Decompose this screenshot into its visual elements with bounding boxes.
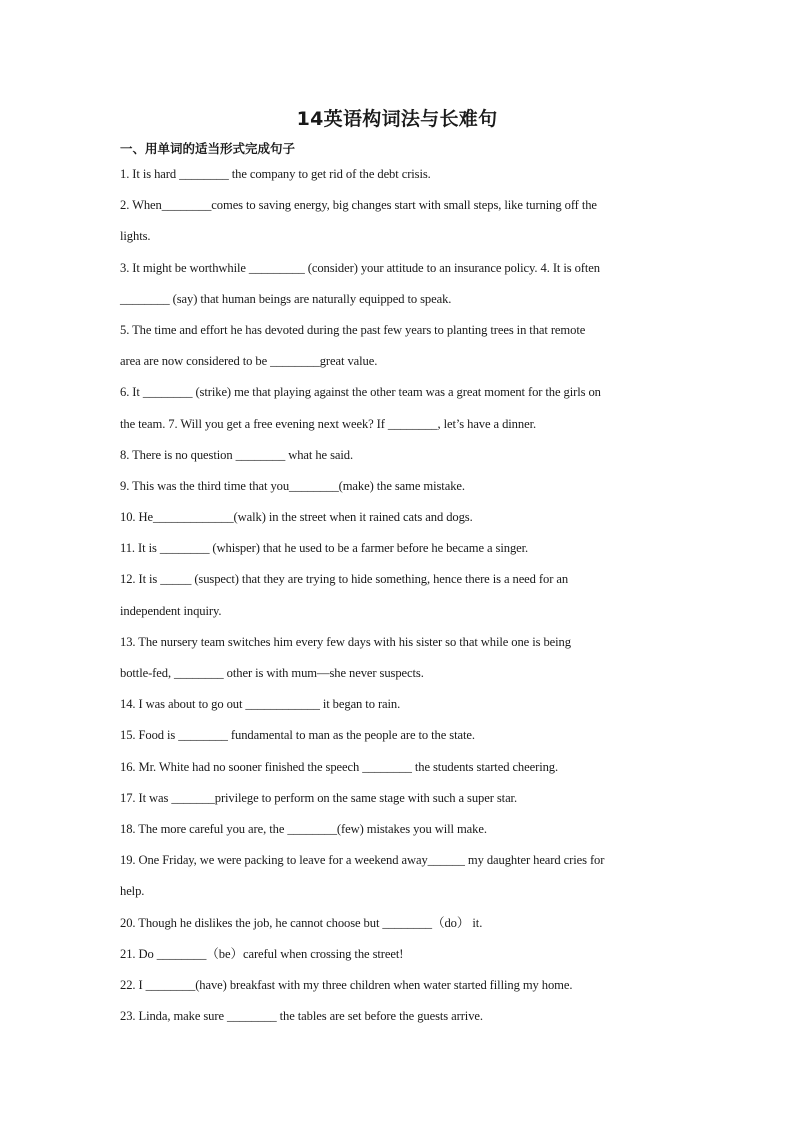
- text-line: 22. I ________(have) breakfast with my three children when water started filling my home.: [120, 977, 573, 992]
- text-line: 20. Though he dislikes the job, he cannot choose but ________（do） it.: [120, 915, 483, 930]
- question-list: [120, 163, 680, 1036]
- text-line: 2. When________comes to saving energy, big changes start with small steps, like turning off the: [120, 198, 597, 213]
- text-line: lights.: [120, 229, 151, 244]
- text-line: 19. One Friday, we were packing to leave for a weekend away______ my daughter heard cries for: [120, 853, 605, 868]
- text-line: 10. He_____________(walk) in the street when it rained cats and dogs.: [120, 510, 473, 525]
- text-line: 21. Do ________（be）careful when crossing the street!: [120, 946, 404, 961]
- text-line: ________ (say) that human beings are naturally equipped to speak.: [120, 291, 452, 306]
- text-line: the team. 7. Will you get a free evening next week? If ________, let’s have a dinner.: [120, 416, 537, 431]
- text-line: bottle-fed, ________ other is with mum—she never suspects.: [120, 666, 424, 680]
- section-heading: 一、用单词的适当形式完成句子: [120, 141, 296, 156]
- text-line: 23. Linda, make sure ________ the tables are set before the guests arrive.: [120, 1009, 483, 1024]
- text-line: 16. Mr. White had no sooner finished the speech ________ the students started cheering.: [120, 759, 559, 774]
- text-line: 15. Food is ________ fundamental to man as the people are to the state.: [120, 728, 475, 743]
- text-line: 17. It was _______privilege to perform on the same stage with such a super star.: [120, 790, 518, 805]
- text-line: 8. There is no question ________ what he said.: [120, 447, 354, 462]
- page-title: 14英语构词法与长难句: [296, 108, 498, 130]
- text-line: area are now considered to be ________great value.: [120, 354, 378, 369]
- text-line: 6. It ________ (strike) me that playing against the other team was a great moment for the girls on: [120, 385, 601, 400]
- text-line: 18. The more careful you are, the ________(few) mistakes you will make.: [120, 821, 487, 836]
- text-line: independent inquiry.: [120, 603, 222, 618]
- text-line: 13. The nursery team switches him every few days with his sister so that while one is being: [120, 634, 571, 649]
- text-line: help.: [120, 884, 145, 899]
- text-line: 5. The time and effort he has devoted during the past few years to planting trees in that remote: [120, 322, 586, 337]
- text-line: 14. I was about to go out ____________ it began to rain.: [120, 697, 401, 712]
- text-line: 3. It might be worthwhile _________ (consider) your attitude to an insurance policy. 4. It is often: [120, 260, 600, 275]
- text-line: 12. It is _____ (suspect) that they are trying to hide something, hence there is a need for an: [120, 572, 569, 587]
- text-line: 1. It is hard ________ the company to get rid of the debt crisis.: [120, 167, 431, 181]
- text-line: 9. This was the third time that you________(make) the same mistake.: [120, 478, 465, 493]
- text-line: 11. It is ________ (whisper) that he used to be a farmer before he became a singer.: [120, 541, 529, 556]
